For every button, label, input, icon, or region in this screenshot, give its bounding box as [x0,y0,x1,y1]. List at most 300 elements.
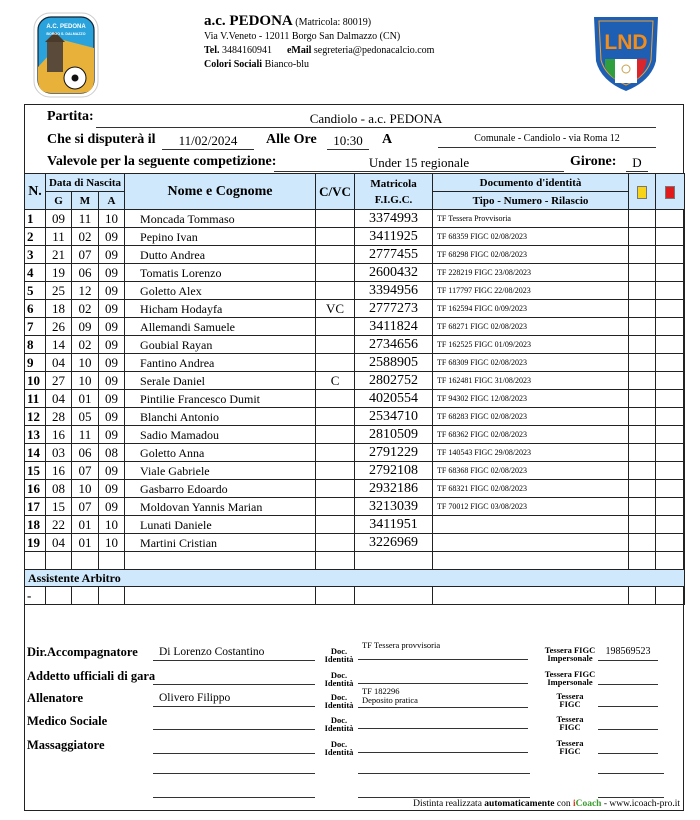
date-label: Che si disputerà il [47,132,156,147]
staff-document-line1: TF Tessera provvisoria [362,640,441,650]
birth-month: 06 [72,264,99,282]
birth-day: 26 [46,318,72,336]
birth-day: 04 [46,354,72,372]
birth-day: 25 [46,282,72,300]
yellow-card-cell[interactable] [629,282,656,300]
doc-label-2: Identità [324,654,354,664]
captain-flag: C [316,372,355,390]
table-row [25,426,685,444]
club-address: Via V.Veneto - 12011 Borgo San Dalmazzo (CN) [204,31,401,42]
cell[interactable] [125,552,316,570]
birth-month: 11 [72,210,99,228]
identity-document: TF 68309 FIGC 02/08/2023 [433,354,629,372]
row-number: 15 [25,462,46,480]
svg-text:LND: LND [604,31,648,54]
birth-year: 09 [99,426,125,444]
birth-month: 07 [72,498,99,516]
red-card-cell[interactable] [656,462,685,480]
birth-month: 10 [72,372,99,390]
figc-matricola: 4020554 [355,390,433,408]
yellow-card-cell[interactable] [629,300,656,318]
birth-day: 03 [46,444,72,462]
birth-month: 02 [72,228,99,246]
table-row [25,408,685,426]
identity-document: TF 94302 FIGC 12/08/2023 [433,390,629,408]
tessera-figc-label [538,646,602,662]
row-number: 7 [25,318,46,336]
table-row [25,462,685,480]
cell[interactable] [656,587,685,605]
yellow-card-cell[interactable] [629,444,656,462]
birth-day: 15 [46,498,72,516]
tessera-figc-field[interactable] [598,715,658,730]
girone-value: D [626,155,648,172]
birth-day: 08 [46,480,72,498]
birth-month: 07 [72,462,99,480]
birth-day: 09 [46,210,72,228]
identity-document: TF 68321 FIGC 02/08/2023 [433,480,629,498]
red-card-cell[interactable] [656,390,685,408]
cell[interactable] [72,587,99,605]
birth-day: 19 [46,264,72,282]
identity-document: TF 228219 FIGC 23/08/2023 [433,264,629,282]
row-number: 6 [25,300,46,318]
row-number: 13 [25,426,46,444]
identity-document: TF 162525 FIGC 01/09/2023 [433,336,629,354]
birth-month: 01 [72,390,99,408]
identity-document: TF 162594 FIGC 0/09/2023 [433,300,629,318]
captain-flag [316,336,355,354]
birth-day: 11 [46,228,72,246]
yellow-card-cell[interactable] [629,264,656,282]
doc-identity-label [322,671,356,687]
birth-year: 09 [99,462,125,480]
row-number: 2 [25,228,46,246]
captain-flag [316,480,355,498]
tessera-figc-field[interactable]: 198569523 [598,646,658,661]
birth-year: 09 [99,318,125,336]
venue-label: A [382,132,393,147]
cell[interactable] [46,552,72,570]
red-card-cell[interactable] [656,444,685,462]
tessera-figc-field[interactable] [598,692,658,707]
player-name: Allemandi Samuele [125,318,316,336]
figc-matricola: 3226969 [355,534,433,552]
red-card-cell[interactable] [656,408,685,426]
time-value: 10:30 [327,133,369,150]
table-row [25,228,685,246]
birth-day: 18 [46,300,72,318]
captain-flag [316,462,355,480]
yellow-card-cell[interactable] [629,498,656,516]
birth-year: 09 [99,390,125,408]
birth-month: 05 [72,408,99,426]
birth-month: 10 [72,480,99,498]
footer-prefix: Distinta realizzata [413,799,482,809]
birth-day: 27 [46,372,72,390]
doc-label-2: Identità [324,678,354,688]
staff-role-label: Addetto ufficiali di gara [27,669,156,683]
cell[interactable] [46,587,72,605]
captain-flag [316,534,355,552]
tessera-label-1: Tessera FIGC [544,645,596,655]
doc-identity-label [322,647,356,663]
doc-label-1: Doc. [330,739,348,749]
cell[interactable] [25,552,46,570]
player-name: Moncada Tommaso [125,210,316,228]
row-number: 1 [25,210,46,228]
red-card-cell[interactable] [656,318,685,336]
assistant-referee-row [25,587,685,605]
venue-value: Comunale - Candiolo - via Roma 12 [438,131,656,148]
birth-year: 09 [99,264,125,282]
staff-document-field[interactable] [358,710,528,729]
captain-flag [316,408,355,426]
identity-document: TF 68283 FIGC 02/08/2023 [433,408,629,426]
cell[interactable] [629,587,656,605]
captain-flag [316,264,355,282]
identity-document [433,534,629,552]
identity-document: TF 140543 FIGC 29/08/2023 [433,444,629,462]
row-number: 14 [25,444,46,462]
birth-day: 21 [46,246,72,264]
yellow-card-cell[interactable] [629,534,656,552]
time-label: Alle Ore [266,132,317,147]
doc-label-2: Identità [324,723,354,733]
yellow-card-icon [637,186,647,199]
colors-value: Bianco-blu [264,59,309,70]
red-card-cell[interactable] [656,426,685,444]
row-number: 12 [25,408,46,426]
red-card-cell[interactable] [656,354,685,372]
cell[interactable] [656,552,685,570]
col-day: G [46,192,72,210]
club-logo [33,12,99,98]
player-name: Lunati Daniele [125,516,316,534]
tessera-figc-label [538,715,602,731]
cell[interactable] [99,587,125,605]
player-name: Martini Cristian [125,534,316,552]
club-info [204,14,434,72]
birth-day: 16 [46,462,72,480]
birth-month: 09 [72,318,99,336]
extra-line[interactable] [153,759,315,774]
captain-flag: VC [316,300,355,318]
assistant-referee-value: - [25,587,46,605]
staff-name-field[interactable]: Di Lorenzo Costantino [153,646,315,661]
red-card-cell[interactable] [656,480,685,498]
birth-month: 02 [72,336,99,354]
yellow-card-cell[interactable] [629,354,656,372]
birth-year: 09 [99,228,125,246]
birth-year: 09 [99,372,125,390]
birth-day: 04 [46,390,72,408]
staff-document-line1: TF 182296 [362,686,400,696]
tessera-label-2: FIGC [559,746,581,756]
extra-line[interactable] [598,783,664,798]
brand-i: i [572,799,576,809]
doc-label-1: Doc. [330,646,348,656]
table-row [25,300,685,318]
yellow-card-cell[interactable] [629,408,656,426]
table-row [25,246,685,264]
birth-year: 10 [99,210,125,228]
cell[interactable] [433,552,629,570]
cell[interactable] [355,552,433,570]
lnd-logo [591,13,661,93]
player-name: Dutto Andrea [125,246,316,264]
table-row [25,516,685,534]
yellow-card-cell[interactable] [629,462,656,480]
identity-document: TF 68368 FIGC 02/08/2023 [433,462,629,480]
figc-matricola: 2792108 [355,462,433,480]
cell[interactable] [316,552,355,570]
doc-label-1: Doc. [330,670,348,680]
red-card-cell[interactable] [656,264,685,282]
cell[interactable] [629,552,656,570]
tessera-figc-field[interactable] [598,739,658,754]
player-name: Moldovan Yannis Marian [125,498,316,516]
cell[interactable] [99,552,125,570]
tessera-label-2: FIGC [559,722,581,732]
club-contacts [204,44,434,58]
footer-bold: automaticamente [484,799,555,809]
extra-line[interactable] [153,783,315,798]
table-row [25,318,685,336]
tessera-label-1: Tessera FIGC [544,669,596,679]
col-birthdate: Data di Nascita [46,174,125,192]
col-month: M [72,192,99,210]
col-matricola-line2: F.I.G.C. [374,193,413,206]
tessera-figc-label [538,739,602,755]
doc-label-1: Doc. [330,715,348,725]
figc-matricola: 2600432 [355,264,433,282]
red-card-cell[interactable] [656,300,685,318]
figc-matricola: 3213039 [355,498,433,516]
cell[interactable] [316,587,355,605]
yellow-card-cell[interactable] [629,246,656,264]
staff-role-label: Medico Sociale [27,714,108,728]
cell[interactable] [72,552,99,570]
row-number: 8 [25,336,46,354]
tessera-figc-label [538,670,602,686]
figc-matricola: 2734656 [355,336,433,354]
figc-matricola: 2588905 [355,354,433,372]
birth-year: 09 [99,300,125,318]
tessera-figc-label [538,692,602,708]
captain-flag [316,282,355,300]
club-matricola: (Matricola: 80019) [295,17,372,28]
birth-year: 10 [99,534,125,552]
staff-name-field[interactable] [153,739,315,754]
row-number: 17 [25,498,46,516]
competition-label: Valevole per la seguente competizione: [47,154,277,169]
table-row [25,390,685,408]
figc-matricola: 3374993 [355,210,433,228]
club-colors [204,58,434,72]
captain-flag [316,390,355,408]
figc-matricola: 3394956 [355,282,433,300]
club-name: a.c. PEDONA [204,13,293,29]
birth-month: 06 [72,444,99,462]
captain-flag [316,354,355,372]
assistant-referee-header [25,570,685,587]
yellow-card-cell[interactable] [629,480,656,498]
col-document-detail: Tipo - Numero - Rilascio [433,192,629,210]
captain-flag [316,426,355,444]
yellow-card-cell[interactable] [629,372,656,390]
row-number: 19 [25,534,46,552]
extra-line[interactable] [358,783,530,798]
birth-month: 11 [72,426,99,444]
player-name: Fantino Andrea [125,354,316,372]
birth-day: 16 [46,426,72,444]
col-yellow-card [629,174,656,210]
captain-flag [316,498,355,516]
col-matricola [355,174,433,210]
club-email: segreteria@pedonacalcio.com [313,45,435,56]
row-number: 3 [25,246,46,264]
doc-identity-label [322,740,356,756]
cell[interactable] [125,587,316,605]
player-name: Pintilie Francesco Dumit [125,390,316,408]
col-red-card [656,174,685,210]
brand-coach: Coach [575,799,602,809]
yellow-card-cell[interactable] [629,336,656,354]
figc-matricola: 3411824 [355,318,433,336]
figc-matricola: 2777273 [355,300,433,318]
table-row [25,210,685,228]
figc-matricola: 2534710 [355,408,433,426]
player-name: Goletto Anna [125,444,316,462]
captain-flag [316,210,355,228]
table-row [25,534,685,552]
player-name: Sadio Mamadou [125,426,316,444]
identity-document: TF 68298 FIGC 02/08/2023 [433,246,629,264]
staff-name-field[interactable] [153,670,315,685]
figc-matricola: 2932186 [355,480,433,498]
staff-document-field[interactable] [358,641,528,660]
col-cvc: C/VC [316,174,355,210]
staff-name-field[interactable] [153,715,315,730]
col-name: Nome e Cognome [125,174,316,210]
club-name-line [204,14,434,30]
player-name: Goubial Rayan [125,336,316,354]
birth-month: 02 [72,300,99,318]
doc-label-1: Doc. [330,692,348,702]
identity-document [433,516,629,534]
captain-flag [316,444,355,462]
extra-line[interactable] [358,759,530,774]
cell[interactable] [433,587,629,605]
player-name: Gasbarro Edoardo [125,480,316,498]
figc-matricola: 2777455 [355,246,433,264]
player-name: Serale Daniel [125,372,316,390]
footer-credit [413,799,680,809]
figc-matricola: 2791229 [355,444,433,462]
row-number: 16 [25,480,46,498]
red-card-cell[interactable] [656,210,685,228]
yellow-card-cell[interactable] [629,318,656,336]
red-card-cell[interactable] [656,534,685,552]
identity-document: TF 68362 FIGC 02/08/2023 [433,426,629,444]
table-row [25,336,685,354]
row-number: 5 [25,282,46,300]
cell[interactable] [355,587,433,605]
birth-year: 10 [99,516,125,534]
tessera-label-2: Impersonale [547,677,593,687]
birth-day: 14 [46,336,72,354]
yellow-card-cell[interactable] [629,210,656,228]
table-row [25,372,685,390]
staff-document-line2: Deposito pratica [362,695,418,705]
red-card-cell[interactable] [656,246,685,264]
birth-month: 01 [72,516,99,534]
date-value: 11/02/2024 [162,133,254,150]
red-card-icon [665,186,675,199]
red-card-cell[interactable] [656,498,685,516]
red-card-cell[interactable] [656,228,685,246]
staff-document-field[interactable] [358,687,528,708]
red-card-cell[interactable] [656,372,685,390]
birth-year: 08 [99,444,125,462]
tessera-figc-field[interactable] [598,670,658,685]
birth-day: 04 [46,534,72,552]
birth-day: 28 [46,408,72,426]
figc-matricola: 2810509 [355,426,433,444]
email-label: eMail [286,45,312,56]
tessera-label-1: Tessera [556,714,584,724]
player-name: Hicham Hodayfa [125,300,316,318]
staff-document-field[interactable] [358,734,528,753]
identity-document: TF Tessera Provvisoria [433,210,629,228]
tessera-label-2: FIGC [559,699,581,709]
red-card-cell[interactable] [656,336,685,354]
row-number: 4 [25,264,46,282]
staff-name-field[interactable]: Olivero Filippo [153,692,315,707]
col-n: N. [25,174,46,210]
yellow-card-cell[interactable] [629,426,656,444]
yellow-card-cell[interactable] [629,228,656,246]
players-table [24,173,685,605]
birth-day: 22 [46,516,72,534]
staff-document-field[interactable] [358,665,528,684]
tel-label: Tel. [204,45,220,56]
identity-document: TF 162481 FIGC 31/08/2023 [433,372,629,390]
yellow-card-cell[interactable] [629,516,656,534]
figc-matricola: 2802752 [355,372,433,390]
footer-url[interactable]: - www.icoach-pro.it [603,799,680,809]
birth-year: 09 [99,354,125,372]
birth-year: 09 [99,408,125,426]
assistant-referee-label: Assistente Arbitro [25,570,685,587]
identity-document: TF 70012 FIGC 03/08/2023 [433,498,629,516]
extra-line[interactable] [598,759,664,774]
staff-role-label: Massaggiatore [27,738,105,752]
identity-document: TF 117797 FIGC 22/08/2023 [433,282,629,300]
doc-label-2: Identità [324,700,354,710]
birth-month: 01 [72,534,99,552]
yellow-card-cell[interactable] [629,390,656,408]
footer-mid: con [556,799,571,809]
doc-identity-label [322,716,356,732]
partita-value: Candiolo - a.c. PEDONA [96,111,656,128]
table-row [25,264,685,282]
girone-label: Girone: [570,154,617,169]
tessera-label-1: Tessera [556,691,584,701]
red-card-cell[interactable] [656,516,685,534]
red-card-cell[interactable] [656,282,685,300]
